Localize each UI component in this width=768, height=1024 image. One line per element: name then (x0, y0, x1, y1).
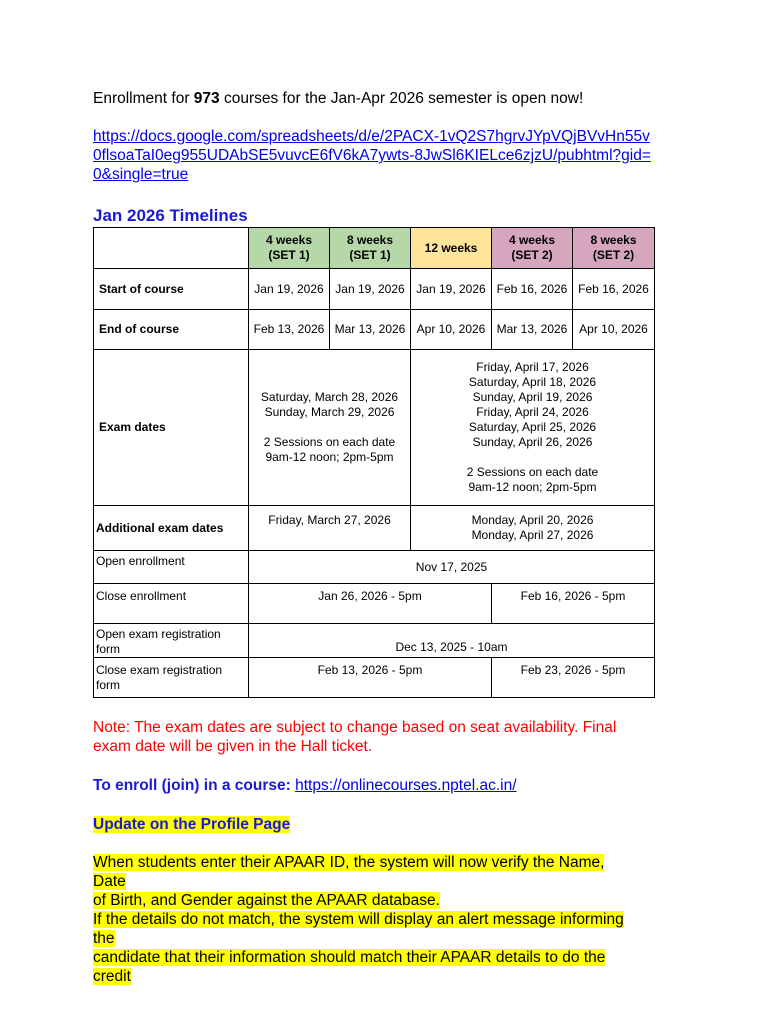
additional-label: Additional exam dates (94, 506, 249, 551)
header-4w-set1: 4 weeks (SET 1) (249, 228, 330, 269)
header-8w-set1: 8 weeks (SET 1) (330, 228, 411, 269)
exam-label: Exam dates (94, 350, 249, 506)
update-line: If the details do not match, the system will display an alert message informing the (93, 911, 624, 947)
open-exam-reg-row (94, 624, 655, 658)
exam-row (94, 350, 655, 506)
update-line: candidate that their information should match their APAAR details to do the credit (93, 949, 606, 985)
start-row (94, 269, 655, 310)
end-row (94, 310, 655, 350)
additional-set2-line: Monday, April 27, 2026 (471, 528, 594, 542)
exam-set2-line: Sunday, April 19, 2026 (472, 390, 593, 404)
exam-set2-line: 9am-12 noon; 2pm-5pm (468, 480, 597, 494)
header-empty-cell (94, 228, 249, 269)
close-exam-reg-set2: Feb 23, 2026 - 5pm (492, 658, 655, 698)
close-enrollment-set1: Jan 26, 2026 - 5pm (249, 584, 492, 624)
open-enrollment-label: Open enrollment (94, 551, 249, 584)
profile-heading: Update on the Profile Page (93, 816, 291, 833)
exam-set1-line (249, 420, 410, 435)
header-12w: 12 weeks (411, 228, 492, 269)
additional-set2-line: Monday, April 20, 2026 (471, 513, 594, 527)
intro-prefix: Enrollment for (93, 90, 194, 107)
header-4w-set2: 4 weeks (SET 2) (492, 228, 573, 269)
close-enrollment-row (94, 584, 655, 624)
timelines-title: Jan 2026 Timelines (93, 206, 248, 225)
exam-set1-line: 9am-12 noon; 2pm-5pm (265, 450, 394, 464)
end-cell: Mar 13, 2026 (330, 310, 411, 350)
update-line: When students enter their APAAR ID, the system will now verify the Name, Date (93, 854, 605, 890)
close-enrollment-set2: Feb 16, 2026 - 5pm (492, 584, 655, 624)
open-enrollment-value: Nov 17, 2025 (249, 551, 655, 584)
end-cell: Apr 10, 2026 (411, 310, 492, 350)
profile-update-text (93, 853, 633, 986)
intro-suffix: courses for the Jan-Apr 2026 semester is open now! (219, 90, 584, 107)
end-cell: Mar 13, 2026 (492, 310, 573, 350)
exam-note: Note: The exam dates are subject to change based on seat availability. Final exam date will be given in the Hall ticket. (93, 719, 617, 755)
close-exam-reg-label: Close exam registration form (94, 658, 249, 698)
open-exam-reg-label: Open exam registration form (94, 624, 249, 658)
start-cell: Feb 16, 2026 (492, 269, 573, 310)
exam-set2-cell (411, 350, 655, 506)
enroll-line (93, 776, 517, 795)
header-8w-set2: 8 weeks (SET 2) (573, 228, 655, 269)
start-cell: Jan 19, 2026 (411, 269, 492, 310)
close-enrollment-label: Close enrollment (94, 584, 249, 624)
exam-set2-line: Sunday, April 26, 2026 (472, 435, 593, 449)
update-line: of Birth, and Gender against the APAAR database. (93, 892, 440, 909)
exam-set1-line: 2 Sessions on each date (263, 435, 396, 449)
open-enrollment-row (94, 551, 655, 584)
open-exam-reg-value: Dec 13, 2025 - 10am (249, 624, 655, 658)
intro-text (93, 89, 583, 108)
exam-set2-line: Friday, April 17, 2026 (476, 360, 589, 374)
timelines-table (93, 227, 655, 698)
additional-row (94, 506, 655, 551)
exam-set1-line: Saturday, March 28, 2026 (260, 390, 399, 404)
exam-set2-line: 2 Sessions on each date (466, 465, 599, 479)
nptel-link[interactable]: https://onlinecourses.nptel.ac.in/ (295, 777, 517, 794)
exam-set1-line: Sunday, March 29, 2026 (264, 405, 395, 419)
start-cell: Jan 19, 2026 (330, 269, 411, 310)
additional-set2-cell (411, 506, 655, 551)
enroll-label: To enroll (join) in a course: (93, 777, 291, 794)
close-exam-reg-set1: Feb 13, 2026 - 5pm (249, 658, 492, 698)
close-exam-reg-row (94, 658, 655, 698)
exam-set2-line: Saturday, April 18, 2026 (468, 375, 597, 389)
course-count: 973 (193, 90, 220, 107)
exam-set2-line: Saturday, April 25, 2026 (468, 420, 597, 434)
spreadsheet-link[interactable]: https://docs.google.com/spreadsheets/d/e/2PACX-1vQ2S7hgrvJYpVQjBVvHn55v0flsoaTaI0eg955UDAbSE5vuvcE6fV6kA7ywts-8JwSl6KIELce6zjzU/pubhtml?gid=0&single=true (93, 128, 651, 183)
header-row (94, 228, 655, 269)
exam-set2-line (411, 450, 654, 465)
exam-set1-cell (249, 350, 411, 506)
end-cell: Apr 10, 2026 (573, 310, 655, 350)
exam-set2-line: Friday, April 24, 2026 (476, 405, 589, 419)
start-label: Start of course (94, 269, 249, 310)
end-label: End of course (94, 310, 249, 350)
additional-set1-cell: Friday, March 27, 2026 (249, 506, 411, 551)
start-cell: Jan 19, 2026 (249, 269, 330, 310)
end-cell: Feb 13, 2026 (249, 310, 330, 350)
start-cell: Feb 16, 2026 (573, 269, 655, 310)
